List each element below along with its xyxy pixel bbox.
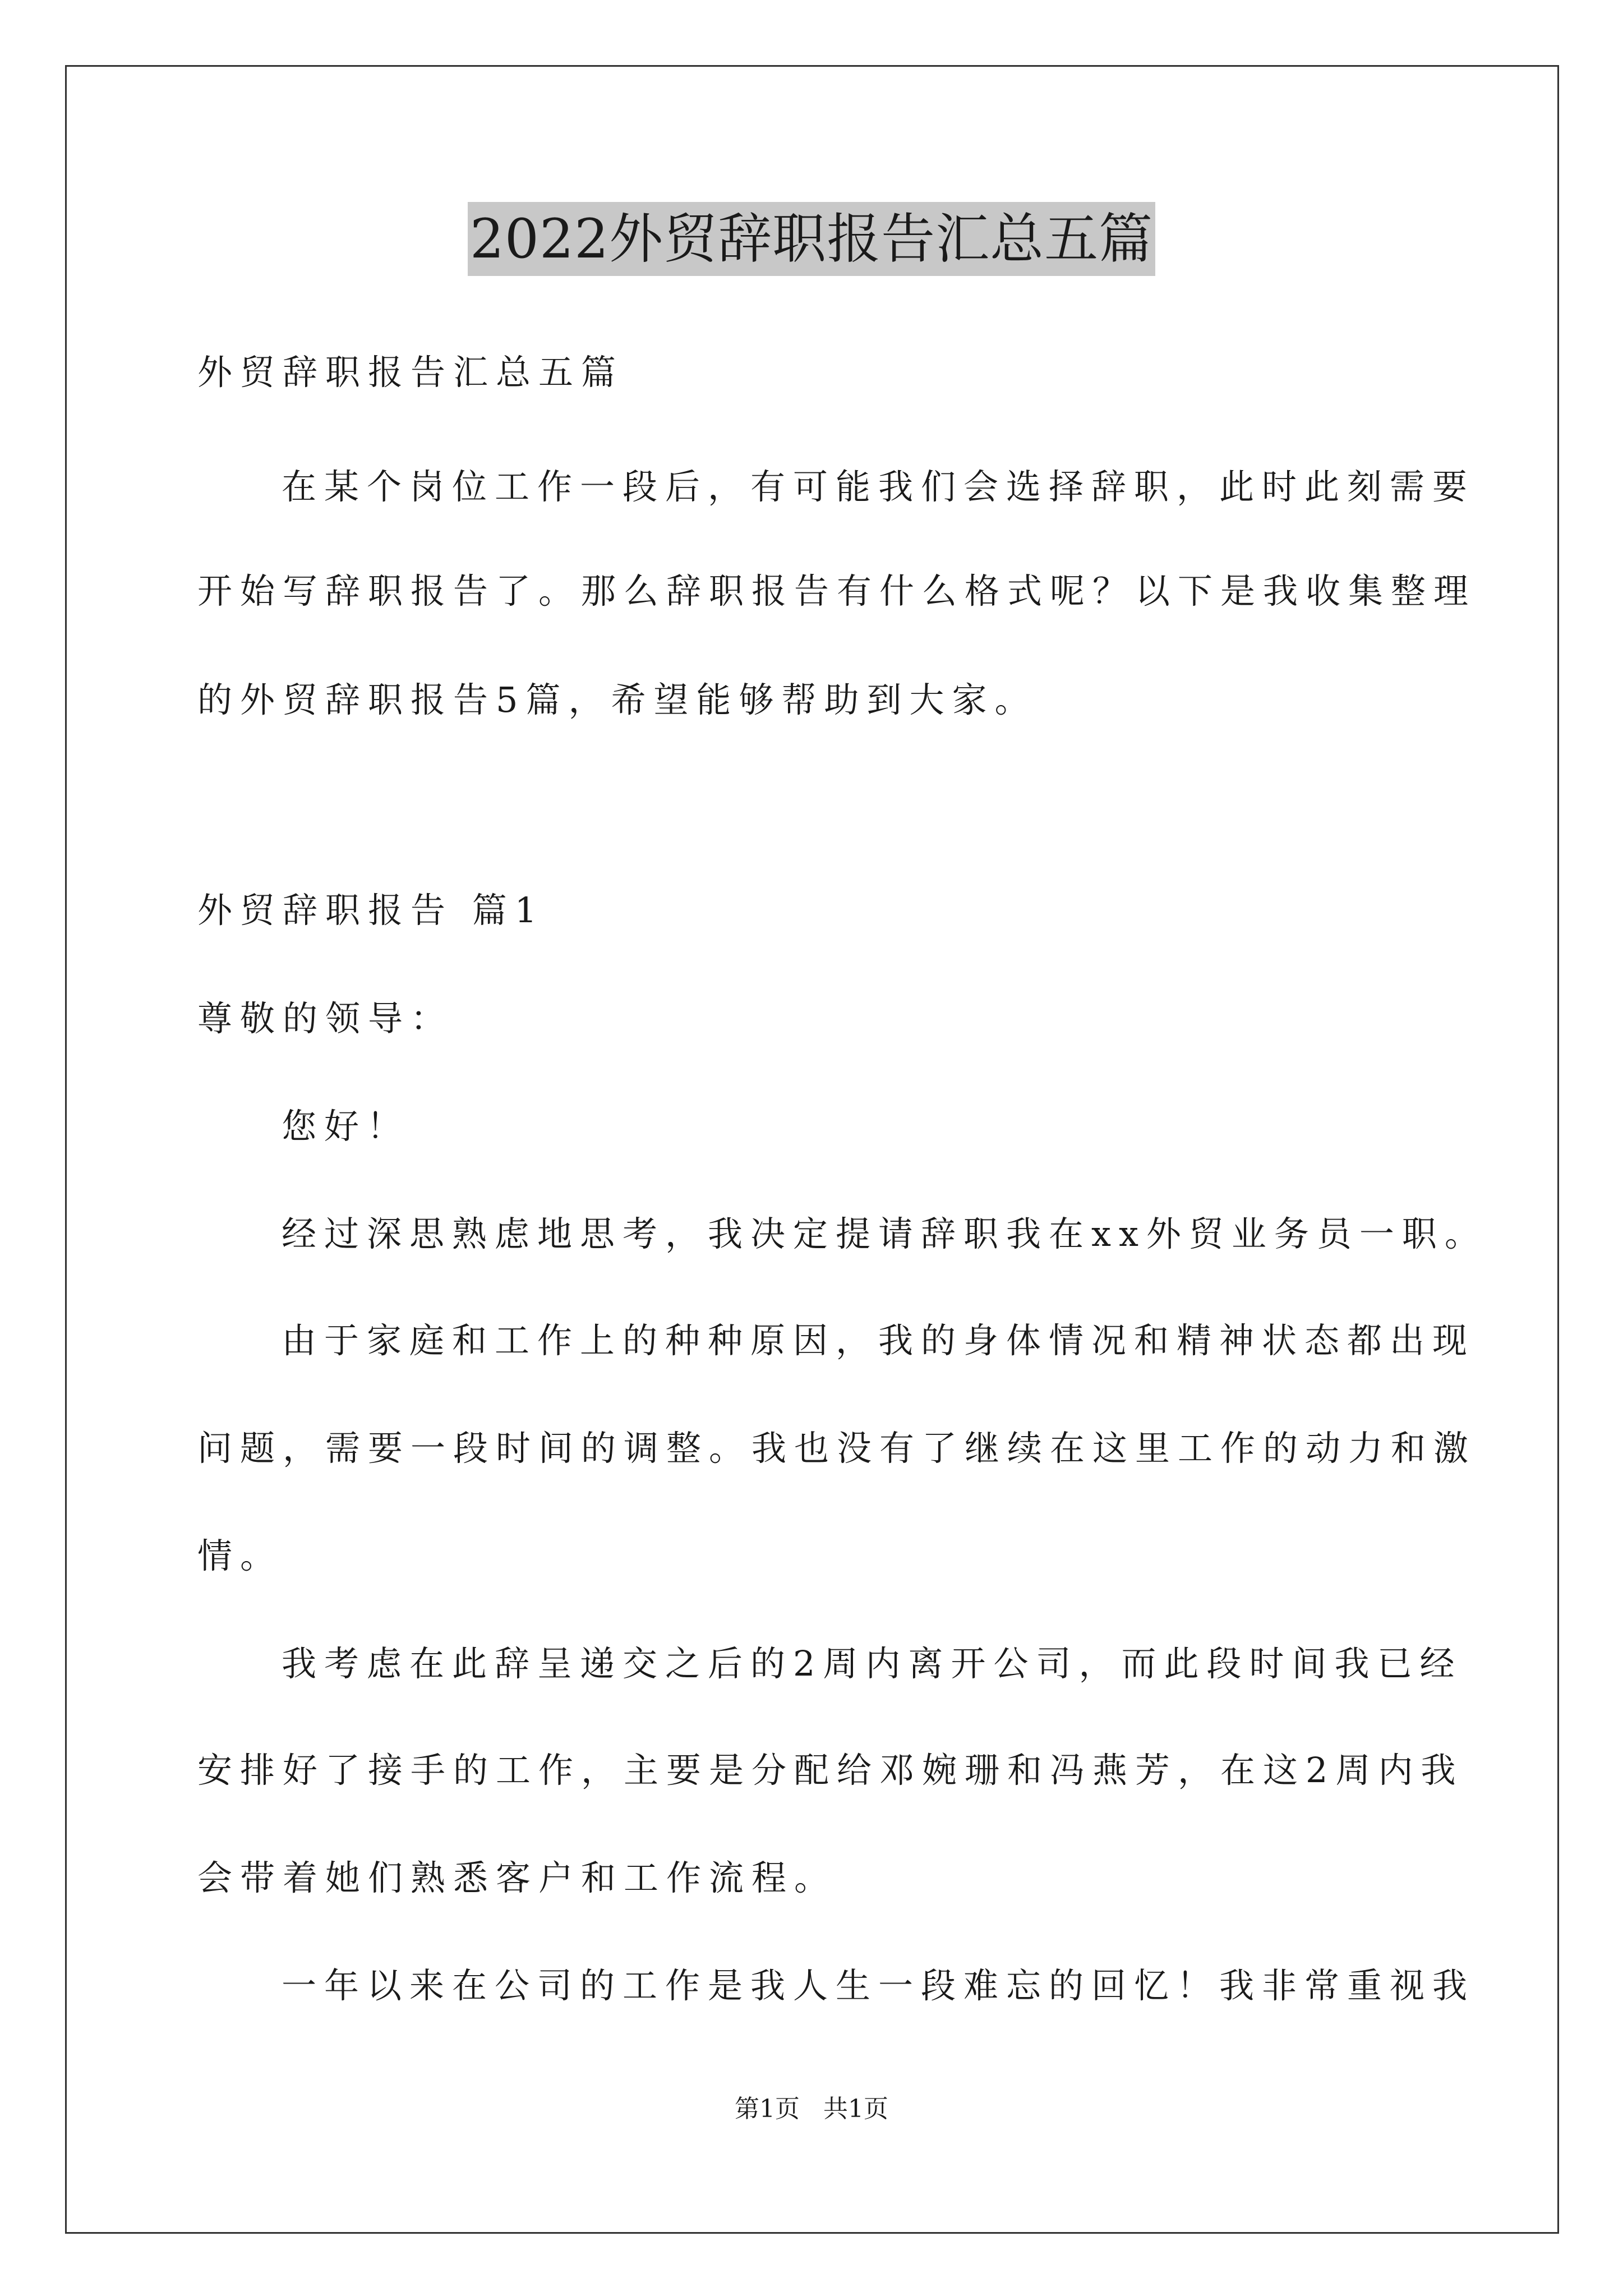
body-line-7: 会带着她们熟悉客户和工作流程。 [197, 1857, 837, 1898]
body-line-6: 安排好了接手的工作，主要是分配给邓婉珊和冯燕芳，在这2周内我 [197, 1750, 1464, 1791]
document-subtitle: 外贸辞职报告汇总五篇 [197, 352, 624, 393]
intro-line-2: 开始写辞职报告了。那么辞职报告有什么格式呢？以下是我收集整理 [197, 570, 1477, 611]
intro-line-3: 的外贸辞职报告5篇，希望能够帮助到大家。 [197, 679, 1038, 720]
body-line-5: 我考虑在此辞呈递交之后的2周内离开公司，而此段时间我已经 [282, 1643, 1463, 1684]
title-container [0, 202, 1623, 276]
body-line-3: 问题，需要一段时间的调整。我也没有了继续在这里工作的动力和激 [197, 1428, 1477, 1469]
section-heading: 外贸辞职报告 篇1 [197, 890, 545, 931]
body-line-1: 经过深思熟虑地思考，我决定提请辞职我在xx外贸业务员一职。 [282, 1213, 1487, 1254]
body-line-2: 由于家庭和工作上的种种原因，我的身体情况和精神状态都出现 [282, 1320, 1476, 1361]
document-title: 2022外贸辞职报告汇总五篇 [468, 202, 1155, 276]
greeting: 您好！ [282, 1106, 410, 1147]
body-line-4: 情。 [197, 1535, 283, 1576]
intro-line-1: 在某个岗位工作一段后，有可能我们会选择辞职，此时此刻需要 [282, 466, 1476, 507]
salutation: 尊敬的领导： [197, 998, 454, 1039]
body-line-8: 一年以来在公司的工作是我人生一段难忘的回忆！我非常重视我 [282, 1965, 1476, 2006]
page-footer: 第1页 共1页 [735, 2095, 888, 2123]
